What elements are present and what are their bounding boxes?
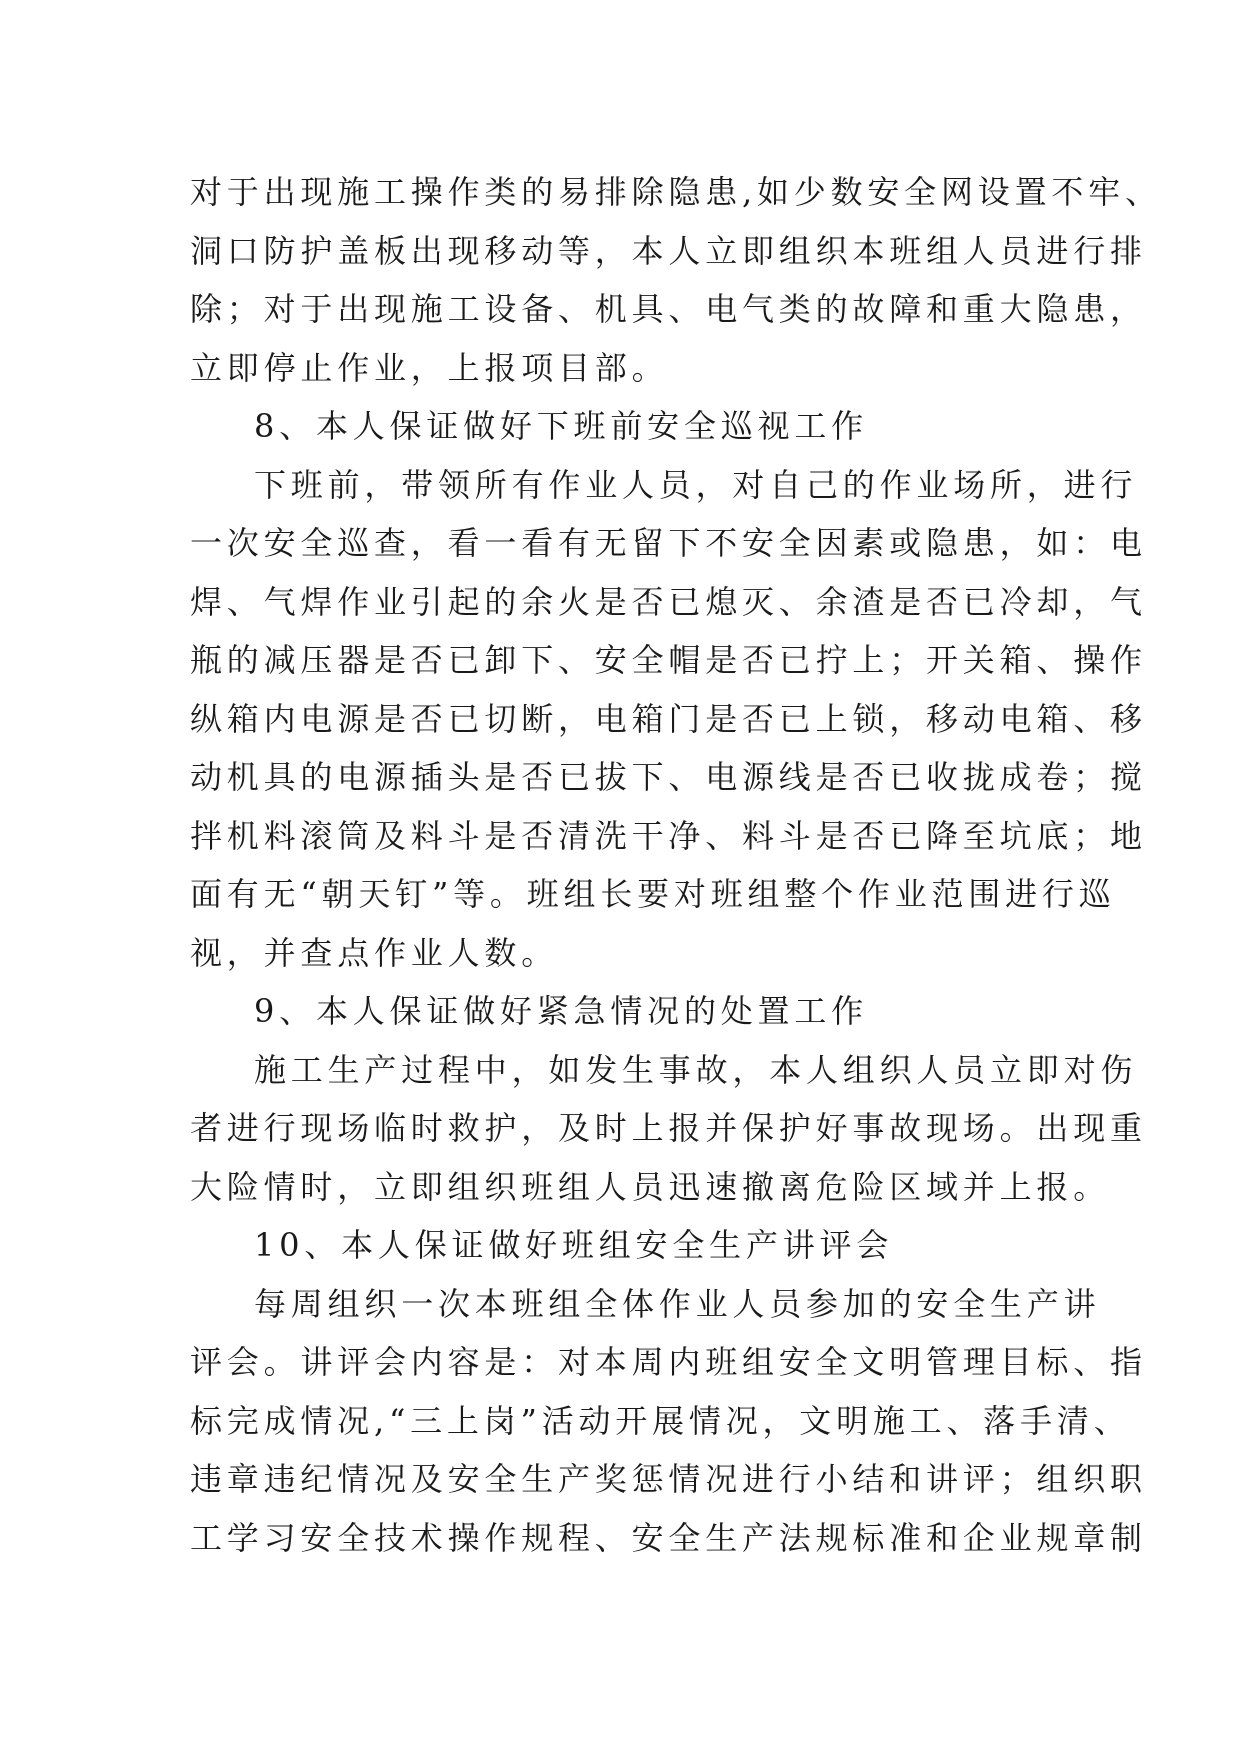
text-line: 焊、气焊作业引起的余火是否已熄灭、余渣是否已冷却，气	[190, 582, 1147, 621]
text-line: 者进行现场临时救护，及时上报并保护好事故现场。出现重	[190, 1109, 1147, 1147]
text-line: 视，并查点作业人数。	[190, 933, 559, 972]
section-heading: 8、本人保证做好下班前安全巡视工作	[254, 407, 868, 445]
text-line: 评会。讲评会内容是：对本周内班组安全文明管理目标、指	[190, 1343, 1147, 1381]
text-line: 面有无“朝天钉”等。班组长要对班组整个作业范围进行巡	[190, 875, 1116, 913]
text-line: 违章违纪情况及安全生产奖惩情况进行小结和讲评；组织职	[190, 1460, 1147, 1498]
text-line: 标完成情况,“三上岗”活动开展情况，文明施工、落手清、	[190, 1401, 1131, 1440]
text-line: 一次安全巡查，看一看有无留下不安全因素或隐患，如：电	[190, 524, 1147, 562]
section-heading: 10、本人保证做好班组安全生产讲评会	[254, 1226, 894, 1264]
text-line: 每周组织一次本班组全体作业人员参加的安全生产讲	[254, 1284, 1101, 1323]
text-line: 大险情时，立即组织班组人员迅速撤离危险区域并上报。	[190, 1167, 1111, 1206]
document-body	[190, 163, 1162, 1567]
text-line: 对于出现施工操作类的易排除隐患,如少数安全网设置不牢、	[190, 173, 1162, 211]
text-line: 动机具的电源插头是否已拔下、电源线是否已收拢成卷；搅	[190, 758, 1147, 796]
text-line: 下班前，带领所有作业人员，对自己的作业场所，进行	[254, 465, 1138, 504]
text-line: 立即停止作业，上报项目部。	[190, 348, 669, 387]
section-heading: 9、本人保证做好紧急情况的处置工作	[254, 992, 868, 1030]
text-line: 工学习安全技术操作规程、安全生产法规标准和企业规章制	[190, 1518, 1147, 1557]
text-line: 施工生产过程中，如发生事故，本人组织人员立即对伤	[254, 1050, 1138, 1089]
text-line: 洞口防护盖板出现移动等，本人立即组织本班组人员进行排	[190, 231, 1147, 270]
text-line: 除；对于出现施工设备、机具、电气类的故障和重大隐患，	[190, 290, 1147, 328]
text-line: 纵箱内电源是否已切断，电箱门是否已上锁，移动电箱、移	[190, 699, 1147, 738]
text-line: 拌机料滚筒及料斗是否清洗干净、料斗是否已降至坑底；地	[190, 816, 1147, 855]
text-line: 瓶的减压器是否已卸下、安全帽是否已拧上；开关箱、操作	[190, 641, 1147, 679]
